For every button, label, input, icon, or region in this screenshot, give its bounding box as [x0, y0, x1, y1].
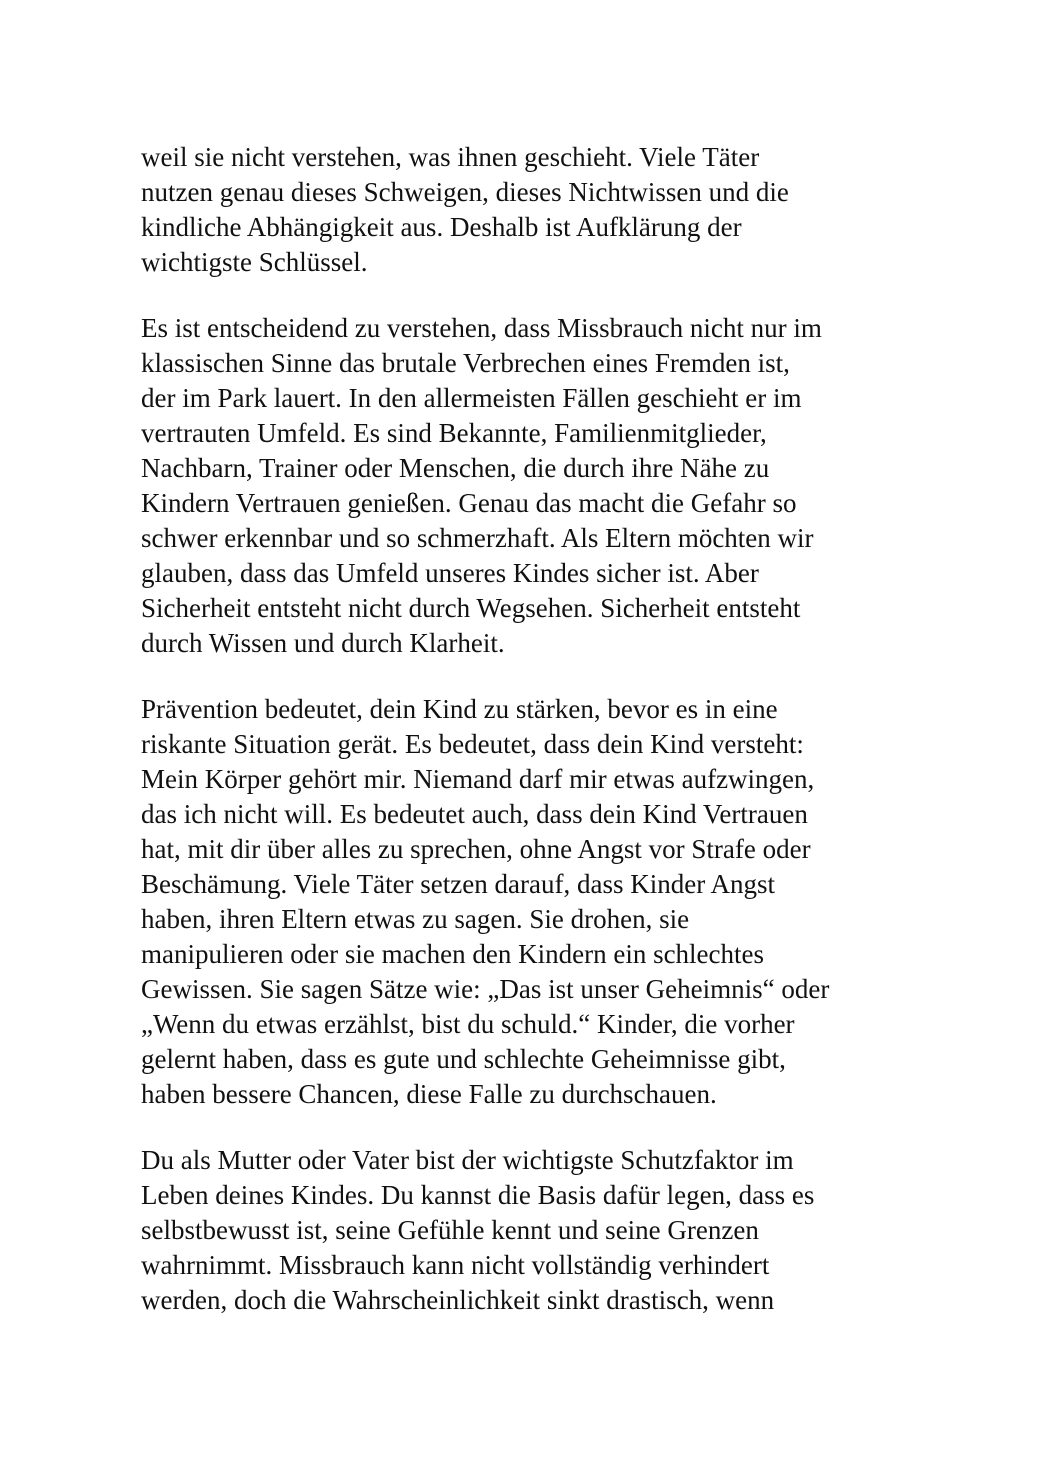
- text-line: Kindern Vertrauen genießen. Genau das macht die Gefahr so: [141, 488, 797, 518]
- text-line: weil sie nicht verstehen, was ihnen geschieht. Viele Täter: [141, 142, 760, 172]
- text-line: Es ist entscheidend zu verstehen, dass Missbrauch nicht nur im: [141, 313, 822, 343]
- paragraph-2: [141, 311, 941, 661]
- paragraph-3: [141, 692, 941, 1112]
- paragraph-4: [141, 1143, 941, 1318]
- text-line: wahrnimmt. Missbrauch kann nicht vollständig verhindert: [141, 1250, 770, 1280]
- text-line: Nachbarn, Trainer oder Menschen, die durch ihre Nähe zu: [141, 453, 770, 483]
- paragraph-1: [141, 140, 941, 280]
- text-line: haben, ihren Eltern etwas zu sagen. Sie drohen, sie: [141, 904, 690, 934]
- text-line: selbstbewusst ist, seine Gefühle kennt und seine Grenzen: [141, 1215, 759, 1245]
- text-line: kindliche Abhängigkeit aus. Deshalb ist Aufklärung der: [141, 212, 742, 242]
- text-line: schwer erkennbar und so schmerzhaft. Als Eltern möchten wir: [141, 523, 814, 553]
- body-text: [141, 140, 941, 1349]
- text-line: Gewissen. Sie sagen Sätze wie: „Das ist unser Geheimnis“ oder: [141, 974, 830, 1004]
- text-line: hat, mit dir über alles zu sprechen, ohne Angst vor Strafe oder: [141, 834, 811, 864]
- text-line: der im Park lauert. In den allermeisten Fällen geschieht er im: [141, 383, 802, 413]
- text-line: glauben, dass das Umfeld unseres Kindes sicher ist. Aber: [141, 558, 759, 588]
- text-line: Mein Körper gehört mir. Niemand darf mir etwas aufzwingen,: [141, 764, 815, 794]
- text-line: klassischen Sinne das brutale Verbrechen eines Fremden ist,: [141, 348, 790, 378]
- text-line: durch Wissen und durch Klarheit.: [141, 628, 505, 658]
- text-line: riskante Situation gerät. Es bedeutet, dass dein Kind versteht:: [141, 729, 804, 759]
- text-line: Leben deines Kindes. Du kannst die Basis dafür legen, dass es: [141, 1180, 815, 1210]
- text-line: Beschämung. Viele Täter setzen darauf, dass Kinder Angst: [141, 869, 775, 899]
- text-line: Du als Mutter oder Vater bist der wichtigste Schutzfaktor im: [141, 1145, 794, 1175]
- text-line: nutzen genau dieses Schweigen, dieses Nichtwissen und die: [141, 177, 789, 207]
- text-line: manipulieren oder sie machen den Kindern ein schlechtes: [141, 939, 765, 969]
- text-line: „Wenn du etwas erzählst, bist du schuld.“ Kinder, die vorher: [141, 1009, 795, 1039]
- text-line: das ich nicht will. Es bedeutet auch, dass dein Kind Vertrauen: [141, 799, 808, 829]
- text-line: gelernt haben, dass es gute und schlechte Geheimnisse gibt,: [141, 1044, 786, 1074]
- text-line: Prävention bedeutet, dein Kind zu stärken, bevor es in eine: [141, 694, 778, 724]
- text-line: wichtigste Schlüssel.: [141, 247, 368, 277]
- text-line: Sicherheit entsteht nicht durch Wegsehen. Sicherheit entsteht: [141, 593, 801, 623]
- text-line: vertrauten Umfeld. Es sind Bekannte, Familienmitglieder,: [141, 418, 767, 448]
- text-line: haben bessere Chancen, diese Falle zu durchschauen.: [141, 1079, 717, 1109]
- text-line: werden, doch die Wahrscheinlichkeit sinkt drastisch, wenn: [141, 1285, 775, 1315]
